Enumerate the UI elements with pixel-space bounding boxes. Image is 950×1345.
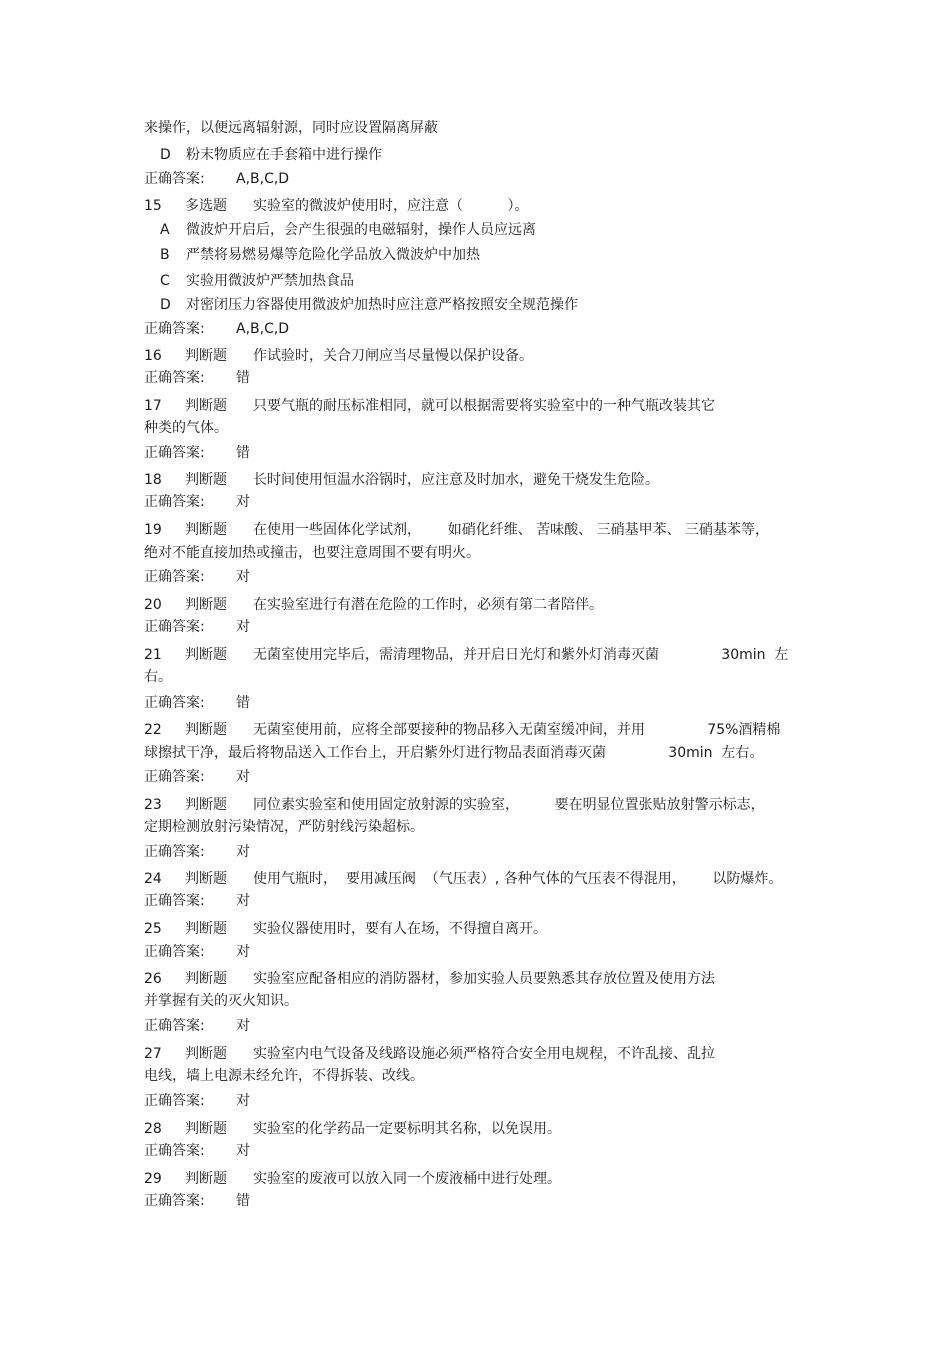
text-line <box>144 544 480 562</box>
question-number: 21 <box>144 647 162 663</box>
line-text: 并掌握有关的灭火知识。 <box>144 993 298 1009</box>
text-line <box>144 818 424 836</box>
question-number: 22 <box>144 722 162 738</box>
answer-label: 正确答案: <box>144 321 205 337</box>
question-type: 判断题 <box>185 522 227 538</box>
question-type: 判断题 <box>185 1121 227 1137</box>
question-line <box>144 970 715 988</box>
answer-value: A,B,C,D <box>236 171 290 187</box>
answer-label: 正确答案: <box>144 445 205 461</box>
answer-label: 正确答案: <box>144 171 205 187</box>
answer-line <box>144 320 289 338</box>
question-text: 实验仪器使用时，要有人在场，不得擅自离开。 <box>253 921 547 937</box>
answer-line <box>144 1017 250 1035</box>
line-text: 绝对不能直接加热或撞击，也要注意周围不要有明火。 <box>144 545 480 561</box>
answer-label: 正确答案: <box>144 1193 205 1209</box>
line-text: 右。 <box>144 669 172 685</box>
question-text: 在实验室进行有潜在危险的工作时，必须有第二者陪伴。 <box>253 597 603 613</box>
question-line <box>144 596 603 614</box>
answer-line <box>144 444 250 462</box>
answer-line <box>144 1092 250 1110</box>
answer-value: 错 <box>236 445 250 461</box>
question-type: 多选题 <box>185 198 227 214</box>
option-text: 微波炉开启后，会产生很强的电磁辐射，操作人员应远离 <box>186 222 536 238</box>
question-number: 16 <box>144 348 162 364</box>
answer-label: 正确答案: <box>144 944 205 960</box>
question-line <box>144 870 782 888</box>
question-type: 判断题 <box>185 1171 227 1187</box>
question-number: 23 <box>144 797 162 813</box>
answer-line <box>144 943 250 961</box>
text-line <box>144 744 763 762</box>
answer-line <box>144 618 250 636</box>
question-line <box>144 920 547 938</box>
question-number: 27 <box>144 1046 162 1062</box>
question-line <box>144 1045 715 1063</box>
text-line <box>144 668 172 686</box>
question-type: 判断题 <box>185 348 227 364</box>
question-number: 19 <box>144 522 162 538</box>
answer-label: 正确答案: <box>144 695 205 711</box>
answer-line <box>144 843 250 861</box>
answer-value: 对 <box>236 944 250 960</box>
option-letter: D <box>160 297 171 313</box>
answer-line <box>144 694 250 712</box>
answer-value: 对 <box>236 769 250 785</box>
line-text: 种类的气体。 <box>144 420 228 436</box>
question-text: 同位素实验室和使用固定放射源的实验室， 要在明显位置张贴放射警示标志， <box>253 797 765 813</box>
question-line <box>144 1120 561 1138</box>
question-line <box>144 471 659 489</box>
question-number: 29 <box>144 1171 162 1187</box>
answer-label: 正确答案: <box>144 370 205 386</box>
question-line <box>144 197 529 215</box>
answer-line <box>144 768 250 786</box>
question-text: 长时间使用恒温水浴锅时，应注意及时加水，避免干烧发生危险。 <box>253 472 659 488</box>
question-number: 26 <box>144 971 162 987</box>
question-number: 20 <box>144 597 162 613</box>
answer-value: 对 <box>236 619 250 635</box>
answer-value: 对 <box>236 844 250 860</box>
question-type: 判断题 <box>185 722 227 738</box>
option-text: 实验用微波炉严禁加热食品 <box>186 273 354 289</box>
answer-line <box>144 493 250 511</box>
question-type: 判断题 <box>185 597 227 613</box>
answer-value: 对 <box>236 494 250 510</box>
question-number: 24 <box>144 871 162 887</box>
answer-value: A,B,C,D <box>236 321 290 337</box>
question-line <box>144 521 769 539</box>
question-text: 无菌室使用前，应将全部要接种的物品移入无菌室缓冲间，并用 75%酒精棉 <box>253 722 781 738</box>
question-line <box>144 646 788 664</box>
question-number: 15 <box>144 198 162 214</box>
answer-line <box>144 369 250 387</box>
question-text: 实验室的化学药品一定要标明其名称，以免误用。 <box>253 1121 561 1137</box>
text-line <box>144 419 228 437</box>
question-text: 使用气瓶时， 要用减压阀 （气压表）, 各种气体的气压表不得混用， 以防爆炸。 <box>253 871 783 887</box>
question-line <box>144 397 715 415</box>
question-line <box>144 796 765 814</box>
answer-label: 正确答案: <box>144 494 205 510</box>
option-text: 严禁将易燃易爆等危险化学品放入微波炉中加热 <box>186 247 480 263</box>
question-text: 无菌室使用完毕后，需清理物品，并开启日光灯和紫外灯消毒灭菌 30min 左 <box>253 647 789 663</box>
answer-label: 正确答案: <box>144 844 205 860</box>
text-line <box>144 992 298 1010</box>
answer-label: 正确答案: <box>144 769 205 785</box>
question-text: 只要气瓶的耐压标准相同，就可以根据需要将实验室中的一种气瓶改装其它 <box>253 398 715 414</box>
answer-line <box>144 170 289 188</box>
question-number: 17 <box>144 398 162 414</box>
answer-label: 正确答案: <box>144 1093 205 1109</box>
question-text: 实验室的微波炉使用时，应注意（ ）。 <box>253 198 529 214</box>
question-text: 作试验时，关合刀闸应当尽量慢以保护设备。 <box>253 348 533 364</box>
question-number: 25 <box>144 921 162 937</box>
question-number: 18 <box>144 472 162 488</box>
option-letter: C <box>160 273 170 289</box>
answer-label: 正确答案: <box>144 893 205 909</box>
line-text: 球擦拭干净，最后将物品送入工作台上，开启紫外灯进行物品表面消毒灭菌 30min 左右。 <box>144 745 764 761</box>
answer-value: 错 <box>236 1193 250 1209</box>
question-type: 判断题 <box>185 871 227 887</box>
question-number: 28 <box>144 1121 162 1137</box>
text-line <box>144 119 438 137</box>
option-text: 对密闭压力容器使用微波炉加热时应注意严格按照安全规范操作 <box>186 297 578 313</box>
option-text: 粉末物质应在手套箱中进行操作 <box>186 147 382 163</box>
answer-line <box>144 1192 250 1210</box>
option-line <box>144 246 480 264</box>
answer-value: 对 <box>236 1018 250 1034</box>
option-line <box>144 221 536 239</box>
line-text: 电线，墙上电源未经允许，不得拆装、改线。 <box>144 1068 424 1084</box>
answer-label: 正确答案: <box>144 619 205 635</box>
question-type: 判断题 <box>185 797 227 813</box>
answer-value: 错 <box>236 370 250 386</box>
answer-line <box>144 568 250 586</box>
answer-value: 对 <box>236 569 250 585</box>
answer-line <box>144 1142 250 1160</box>
option-line <box>144 146 382 164</box>
answer-value: 错 <box>236 695 250 711</box>
option-letter: B <box>160 247 170 263</box>
question-text: 实验室内电气设备及线路设施必须严格符合安全用电规程，不许乱接、乱拉 <box>253 1046 715 1062</box>
question-text: 实验室的废液可以放入同一个废液桶中进行处理。 <box>253 1171 561 1187</box>
answer-value: 对 <box>236 1143 250 1159</box>
answer-value: 对 <box>236 1093 250 1109</box>
question-type: 判断题 <box>185 921 227 937</box>
option-letter: A <box>160 222 170 238</box>
answer-label: 正确答案: <box>144 1143 205 1159</box>
question-text: 实验室应配备相应的消防器材，参加实验人员要熟悉其存放位置及使用方法 <box>253 971 715 987</box>
question-line <box>144 721 780 739</box>
line-text: 定期检测放射污染情况，严防射线污染超标。 <box>144 819 424 835</box>
answer-label: 正确答案: <box>144 569 205 585</box>
question-type: 判断题 <box>185 647 227 663</box>
question-type: 判断题 <box>185 1046 227 1062</box>
question-line <box>144 347 533 365</box>
line-text: 来操作，以便远离辐射源，同时应设置隔离屏蔽 <box>144 120 438 136</box>
question-type: 判断题 <box>185 472 227 488</box>
text-line <box>144 1067 424 1085</box>
question-type: 判断题 <box>185 971 227 987</box>
option-line <box>144 272 354 290</box>
question-text: 在使用一些固体化学试剂， 如硝化纤维、 苦味酸、 三硝基甲苯、 三硝基苯等， <box>253 522 770 538</box>
answer-value: 对 <box>236 893 250 909</box>
option-letter: D <box>160 147 171 163</box>
question-line <box>144 1170 561 1188</box>
question-type: 判断题 <box>185 398 227 414</box>
answer-label: 正确答案: <box>144 1018 205 1034</box>
option-line <box>144 296 578 314</box>
answer-line <box>144 892 250 910</box>
